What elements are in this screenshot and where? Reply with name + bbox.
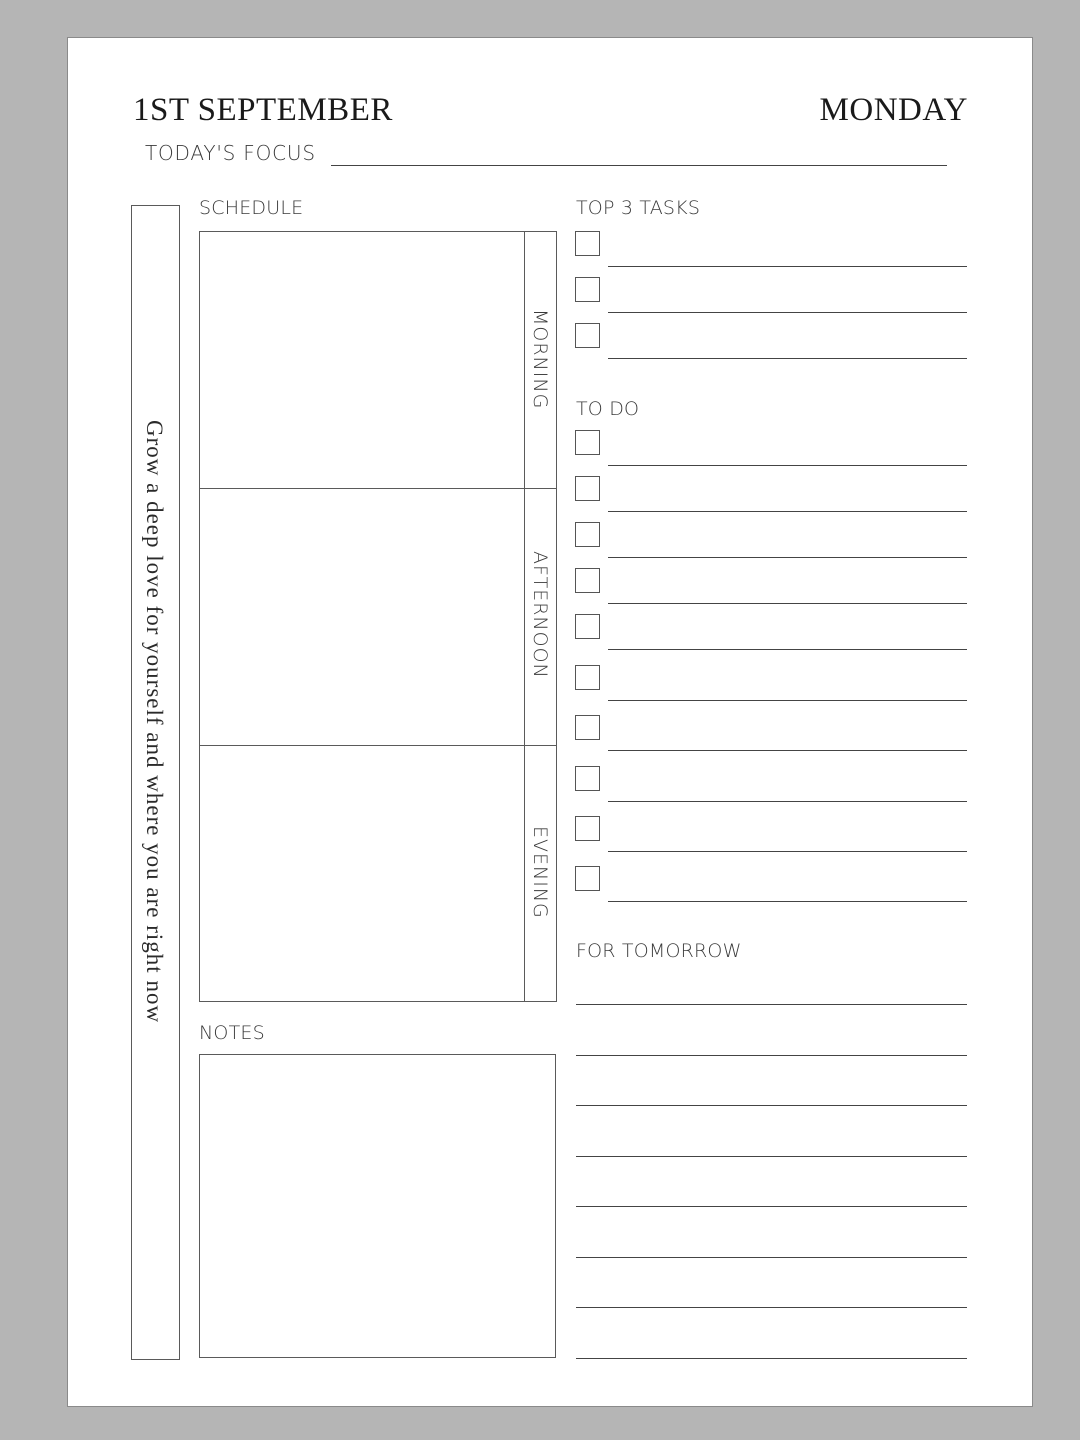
checkbox[interactable] — [575, 231, 600, 256]
evening-label: EVENING — [529, 826, 551, 919]
tomorrow-line[interactable] — [576, 1156, 967, 1157]
notes-box[interactable] — [199, 1054, 556, 1358]
afternoon-label: AFTERNOON — [529, 551, 551, 679]
task-line[interactable] — [608, 901, 967, 902]
schedule-title: SCHEDULE — [199, 197, 304, 219]
checkbox[interactable] — [575, 816, 600, 841]
task-line[interactable] — [608, 266, 967, 267]
todo-title: TO DO — [576, 398, 640, 420]
task-line[interactable] — [608, 603, 967, 604]
checkbox[interactable] — [575, 766, 600, 791]
tomorrow-line[interactable] — [576, 1105, 967, 1106]
tomorrow-line[interactable] — [576, 1307, 967, 1308]
notes-title: NOTES — [199, 1022, 265, 1044]
tomorrow-line[interactable] — [576, 1257, 967, 1258]
schedule-morning-area[interactable] — [200, 232, 523, 487]
checkbox[interactable] — [575, 665, 600, 690]
checkbox[interactable] — [575, 715, 600, 740]
planner-page — [67, 37, 1033, 1407]
schedule-afternoon-area[interactable] — [200, 489, 523, 744]
schedule-evening-area[interactable] — [200, 746, 523, 1001]
tomorrow-line[interactable] — [576, 1358, 967, 1359]
task-line[interactable] — [608, 511, 967, 512]
tomorrow-line[interactable] — [576, 1004, 967, 1005]
checkbox[interactable] — [575, 614, 600, 639]
task-line[interactable] — [608, 358, 967, 359]
task-line[interactable] — [608, 750, 967, 751]
tomorrow-line[interactable] — [576, 1055, 967, 1056]
weekday-title: MONDAY — [819, 92, 968, 128]
date-title: 1ST SEPTEMBER — [133, 92, 393, 128]
task-line[interactable] — [608, 312, 967, 313]
todays-focus-line[interactable] — [331, 165, 947, 166]
tomorrow-line[interactable] — [576, 1206, 967, 1207]
checkbox[interactable] — [575, 866, 600, 891]
task-line[interactable] — [608, 851, 967, 852]
schedule-period-divider — [524, 231, 525, 1002]
task-line[interactable] — [608, 801, 967, 802]
todays-focus-label: TODAY'S FOCUS — [145, 141, 316, 165]
task-line[interactable] — [608, 465, 967, 466]
top-tasks-title: TOP 3 TASKS — [576, 197, 701, 219]
checkbox[interactable] — [575, 522, 600, 547]
checkbox[interactable] — [575, 277, 600, 302]
task-line[interactable] — [608, 649, 967, 650]
sidebar-quote: Grow a deep love for yourself and where you are right now — [142, 420, 167, 1024]
checkbox[interactable] — [575, 430, 600, 455]
checkbox[interactable] — [575, 568, 600, 593]
for-tomorrow-title: FOR TOMORROW — [576, 940, 742, 962]
morning-label: MORNING — [529, 309, 551, 410]
checkbox[interactable] — [575, 476, 600, 501]
task-line[interactable] — [608, 700, 967, 701]
task-line[interactable] — [608, 557, 967, 558]
checkbox[interactable] — [575, 323, 600, 348]
